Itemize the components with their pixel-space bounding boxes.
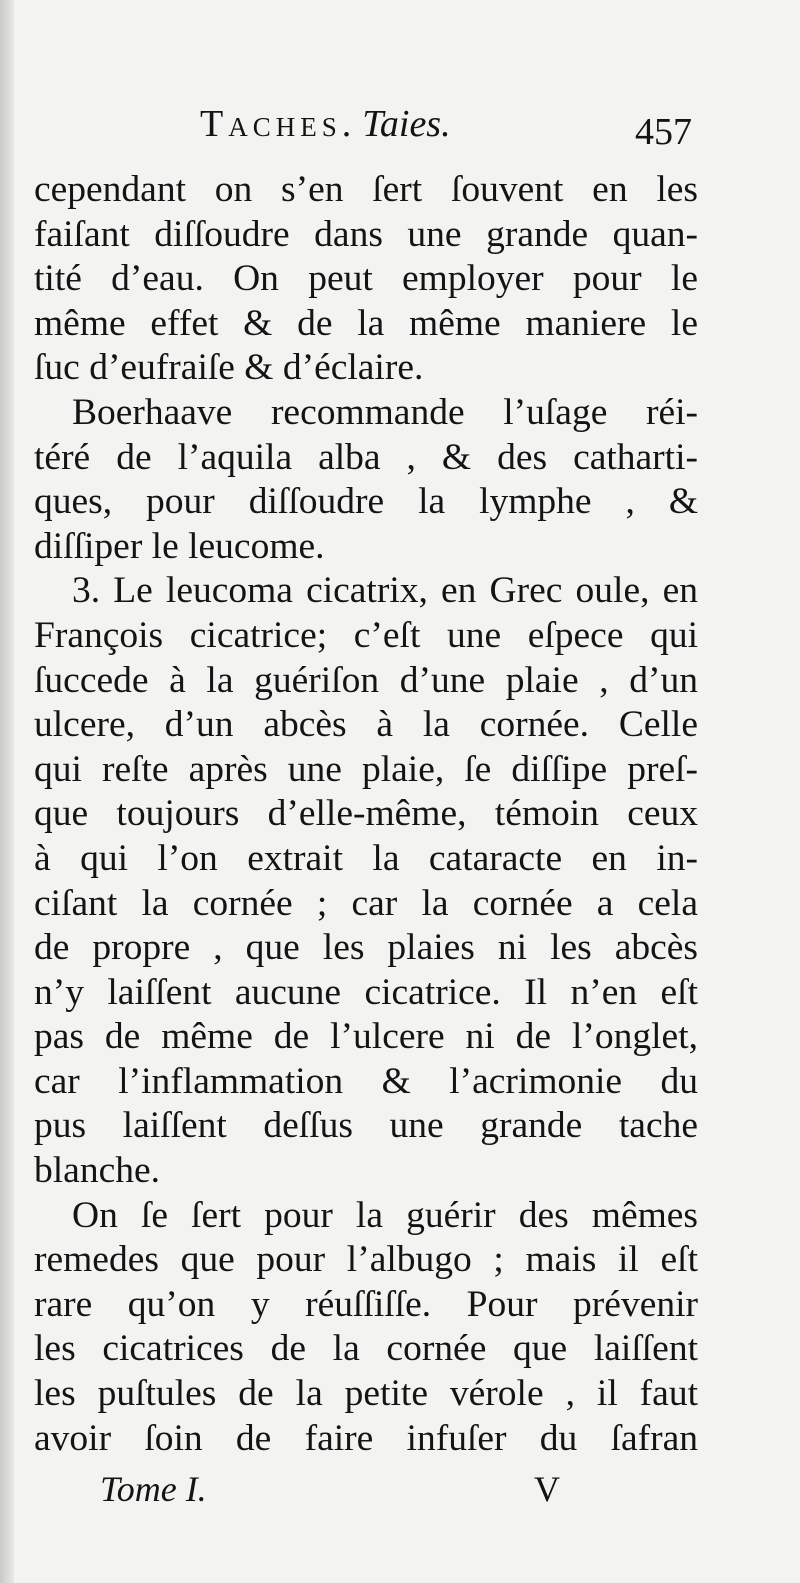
text-line: qui reſte après une plaie, ſe diſſipe preſ- bbox=[34, 748, 698, 790]
text-line: téré de l’aquila alba , & des catharti- bbox=[34, 436, 698, 478]
text-line: avoir ſoin de faire infuſer du ſafran bbox=[34, 1417, 698, 1459]
volume-mark: Tome I. bbox=[100, 1469, 207, 1509]
text-line: blanche. bbox=[34, 1150, 160, 1192]
text-line: ciſant la cornée ; car la cornée a cela bbox=[34, 882, 698, 924]
text-line: diſſiper le leucome. bbox=[34, 525, 325, 567]
page-footer bbox=[96, 1468, 596, 1518]
running-title bbox=[200, 102, 451, 146]
running-title-main: Taches. bbox=[200, 103, 357, 145]
text-line: que toujours d’elle-même, témoin ceux bbox=[34, 793, 698, 835]
text-line: ques, pour diſſoudre la lymphe , & bbox=[34, 481, 698, 523]
running-title-sub: Taies. bbox=[362, 103, 451, 145]
text-line: de propre , que les plaies ni les abcès bbox=[34, 927, 698, 969]
page-gutter-shadow bbox=[0, 0, 14, 1583]
text-line: Boerhaave recommande l’uſage réi- bbox=[72, 391, 698, 433]
text-line: ſuc d’eufraiſe & d’éclaire. bbox=[34, 347, 424, 389]
text-line: car l’inflammation & l’acrimonie du bbox=[34, 1060, 698, 1102]
page-header bbox=[200, 100, 692, 160]
body-text bbox=[34, 168, 698, 1461]
text-line: tité d’eau. On peut employer pour le bbox=[34, 258, 698, 300]
text-line: les puſtules de la petite vérole , il faut bbox=[34, 1373, 698, 1415]
text-line: On ſe ſert pour la guérir des mêmes bbox=[72, 1194, 698, 1236]
text-line: remedes que pour l’albugo ; mais il eſt bbox=[34, 1239, 698, 1281]
text-line: 3. Le leucoma cicatrix, en Grec oule, en bbox=[72, 570, 698, 612]
text-line: faiſant diſſoudre dans une grande quan- bbox=[34, 213, 698, 255]
text-line: les cicatrices de la cornée que laiſſent bbox=[34, 1328, 698, 1370]
text-line: ulcere, d’un abcès à la cornée. Celle bbox=[34, 704, 698, 746]
signature-mark: V bbox=[534, 1469, 560, 1509]
page-number: 457 bbox=[635, 111, 692, 153]
text-line: pus laiſſent deſſus une grande tache bbox=[34, 1105, 698, 1147]
text-line: ſuccede à la guériſon d’une plaie , d’un bbox=[34, 659, 698, 701]
text-line: cependant on s’en ſert ſouvent en les bbox=[34, 169, 698, 210]
text-line: pas de même de l’ulcere ni de l’onglet, bbox=[34, 1016, 698, 1058]
text-line: n’y laiſſent aucune cicatrice. Il n’en eſt bbox=[34, 971, 698, 1013]
text-line: à qui l’on extrait la cataracte en in- bbox=[34, 837, 698, 879]
text-line: François cicatrice; c’eſt une eſpece qui bbox=[34, 614, 698, 656]
text-line: rare qu’on y réuſſiſſe. Pour prévenir bbox=[34, 1283, 698, 1325]
text-line: même effet & de la même maniere le bbox=[34, 302, 698, 344]
